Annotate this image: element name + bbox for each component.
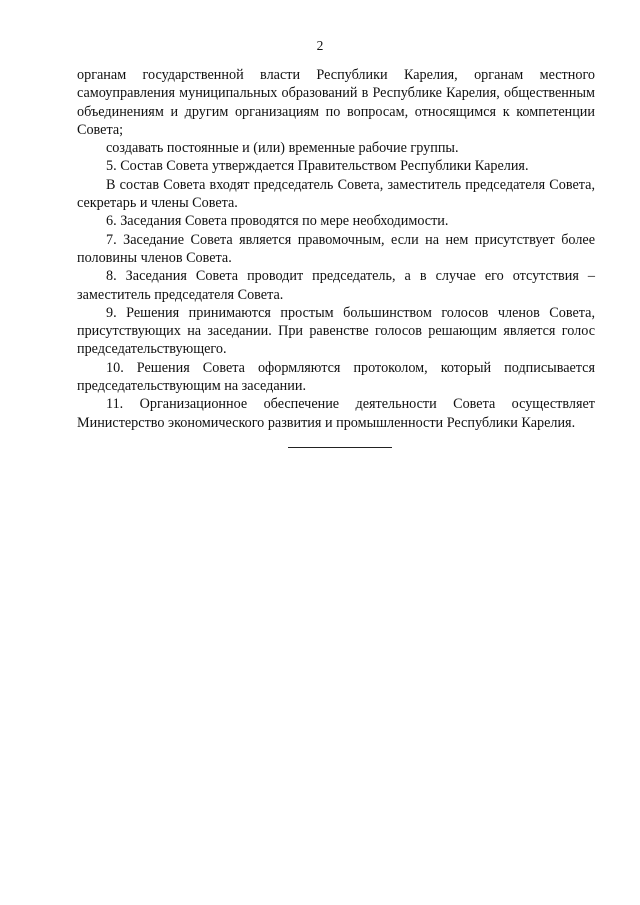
paragraph-continuation: органам государственной власти Республики Карелия, органам местного самоуправления муниципальных образований в Республике Карелия, общественным объединениям и другим организациям по вопросам, относящимся к компетенции Совета; xyxy=(77,67,595,138)
closing-rule xyxy=(288,447,392,448)
paragraph-7-quorum: 7. Заседание Совета является правомочным, если на нем присутствует более половины членов Совета. xyxy=(77,231,595,266)
paragraph-8-chair: 8. Заседания Совета проводит председатель, а в случае его отсутствия – заместитель председателя Совета. xyxy=(77,268,595,303)
paragraph-5-composition: 5. Состав Совета утверждается Правительством Республики Карелия. xyxy=(106,158,529,175)
paragraph-6-meetings: 6. Заседания Совета проводятся по мере необходимости. xyxy=(106,213,449,230)
paragraph-working-groups: создавать постоянные и (или) временные рабочие группы. xyxy=(106,140,459,157)
paragraph-10-protocol: 10. Решения Совета оформляются протоколом, который подписывается председательствующим на заседании. xyxy=(77,359,595,395)
document-body xyxy=(77,66,595,432)
paragraph-11-support: 11. Организационное обеспечение деятельности Совета осуществляет Министерство экономического развития и промышленности Республики Карелия. xyxy=(77,396,595,431)
paragraph-composition-members: В состав Совета входят председатель Совета, заместитель председателя Совета, секретарь и члены Совета. xyxy=(77,176,595,212)
page-number: 2 xyxy=(316,38,324,53)
paragraph-9-decisions: 9. Решения принимаются простым большинством голосов членов Совета, присутствующих на заседании. При равенстве голосов решающим является голос председательствующего. xyxy=(77,304,595,358)
